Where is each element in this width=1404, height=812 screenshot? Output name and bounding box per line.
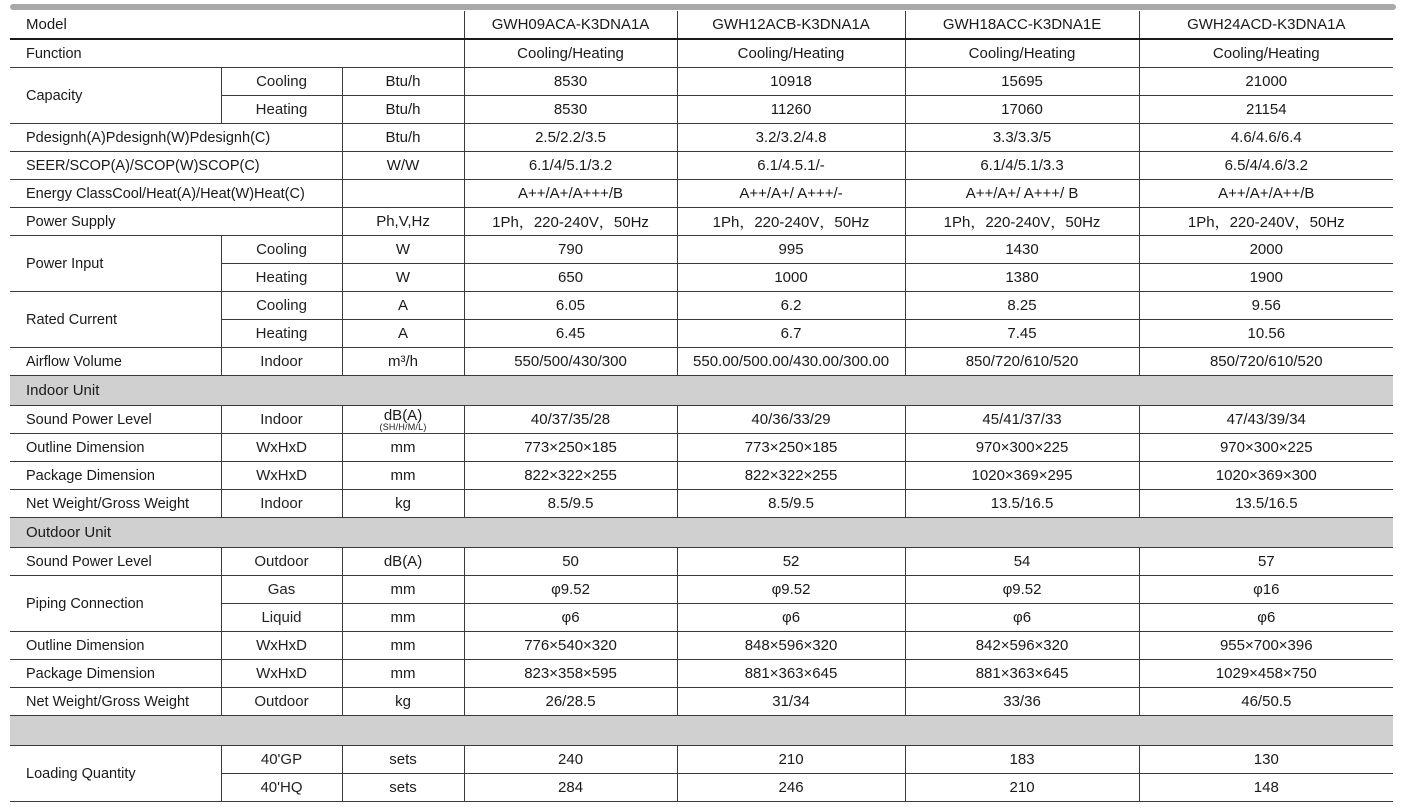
table-row <box>10 434 1393 462</box>
cell: 21154 <box>1139 96 1393 124</box>
cell: 57 <box>1139 548 1393 576</box>
cell: 47/43/39/34 <box>1139 406 1393 434</box>
cell: 6.2 <box>677 292 905 320</box>
cell: 1029×458×750 <box>1139 660 1393 688</box>
cell: φ6 <box>905 604 1139 632</box>
cell: 246 <box>677 774 905 802</box>
sub-label: WxHxD <box>221 462 342 490</box>
model-name: GWH09ACA-K3DNA1A <box>464 11 677 39</box>
row-label: Loading Quantity <box>10 746 221 802</box>
cell: 1Ph，220-240V，50Hz <box>677 208 905 236</box>
section-title: Outdoor Unit <box>10 518 1393 548</box>
table-row <box>10 208 1393 236</box>
cell: 650 <box>464 264 677 292</box>
cell: 822×322×255 <box>677 462 905 490</box>
cell: A++/A+/A+++/B <box>464 180 677 208</box>
cell: φ6 <box>1139 604 1393 632</box>
sub-label: Indoor <box>221 406 342 434</box>
row-label: Rated Current <box>10 292 221 348</box>
row-label: Net Weight/Gross Weight <box>10 688 221 716</box>
unit: W <box>342 264 464 292</box>
cell: 31/34 <box>677 688 905 716</box>
sub-label: Heating <box>221 320 342 348</box>
row-label: Energy ClassCool/Heat(A)/Heat(W)Heat(C) <box>10 180 342 208</box>
cell: 970×300×225 <box>1139 434 1393 462</box>
cell: 6.45 <box>464 320 677 348</box>
cell: 6.1/4/5.1/3.2 <box>464 152 677 180</box>
row-label: SEER/SCOP(A)/SCOP(W)SCOP(C) <box>10 152 342 180</box>
unit: W/W <box>342 152 464 180</box>
cell: A++/A+/A++/B <box>1139 180 1393 208</box>
cell: 130 <box>1139 746 1393 774</box>
section-title: Indoor Unit <box>10 376 1393 406</box>
row-label: Power Supply <box>10 208 342 236</box>
unit: W <box>342 236 464 264</box>
row-label: Sound Power Level <box>10 548 221 576</box>
unit: kg <box>342 490 464 518</box>
unit <box>342 180 464 208</box>
cell: 850/720/610/520 <box>905 348 1139 376</box>
unit: mm <box>342 632 464 660</box>
table-row <box>10 632 1393 660</box>
sub-label: 40'HQ <box>221 774 342 802</box>
cell: 955×700×396 <box>1139 632 1393 660</box>
cell: 10918 <box>677 68 905 96</box>
cell: Cooling/Heating <box>1139 39 1393 68</box>
cell: 1900 <box>1139 264 1393 292</box>
cell: φ9.52 <box>905 576 1139 604</box>
cell: 11260 <box>677 96 905 124</box>
cell: 13.5/16.5 <box>905 490 1139 518</box>
cell: 848×596×320 <box>677 632 905 660</box>
table-row <box>10 152 1393 180</box>
cell: 842×596×320 <box>905 632 1139 660</box>
cell: 54 <box>905 548 1139 576</box>
cell: 8530 <box>464 96 677 124</box>
cell: 210 <box>677 746 905 774</box>
sub-label: Outdoor <box>221 688 342 716</box>
cell: Cooling/Heating <box>464 39 677 68</box>
cell: 550/500/430/300 <box>464 348 677 376</box>
row-label: Package Dimension <box>10 660 221 688</box>
cell: 6.1/4.5.1/- <box>677 152 905 180</box>
unit <box>342 406 464 434</box>
cell: 33/36 <box>905 688 1139 716</box>
cell: Cooling/Heating <box>905 39 1139 68</box>
model-name: GWH12ACB-K3DNA1A <box>677 11 905 39</box>
model-label: Model <box>10 11 464 39</box>
cell: 1020×369×300 <box>1139 462 1393 490</box>
row-label: Airflow Volume <box>10 348 221 376</box>
unit-note: (SH/H/M/L) <box>379 421 427 432</box>
table-row <box>10 688 1393 716</box>
section-row <box>10 376 1393 406</box>
sub-label: Cooling <box>221 236 342 264</box>
cell: A++/A+/ A+++/- <box>677 180 905 208</box>
row-label: Pdesignh(A)Pdesignh(W)Pdesignh(C) <box>10 124 342 152</box>
cell: 6.05 <box>464 292 677 320</box>
cell: A++/A+/ A+++/ B <box>905 180 1139 208</box>
table-row <box>10 406 1393 434</box>
table-row <box>10 39 1393 68</box>
unit: Btu/h <box>342 68 464 96</box>
cell: 8.25 <box>905 292 1139 320</box>
sub-label: Liquid <box>221 604 342 632</box>
cell: 2.5/2.2/3.5 <box>464 124 677 152</box>
cell: 15695 <box>905 68 1139 96</box>
model-name: GWH18ACC-K3DNA1E <box>905 11 1139 39</box>
cell: 550.00/500.00/430.00/300.00 <box>677 348 905 376</box>
cell: 1000 <box>677 264 905 292</box>
sub-label: Indoor <box>221 348 342 376</box>
table-row <box>10 548 1393 576</box>
row-label: Net Weight/Gross Weight <box>10 490 221 518</box>
cell: 773×250×185 <box>464 434 677 462</box>
section-row <box>10 716 1393 746</box>
cell: 881×363×645 <box>905 660 1139 688</box>
cell: 52 <box>677 548 905 576</box>
cell: 7.45 <box>905 320 1139 348</box>
sub-label: WxHxD <box>221 632 342 660</box>
row-label: Power Input <box>10 236 221 292</box>
section-blank <box>10 716 1393 746</box>
cell: 8.5/9.5 <box>464 490 677 518</box>
unit: A <box>342 320 464 348</box>
unit: Btu/h <box>342 124 464 152</box>
table-row <box>10 236 1393 264</box>
cell: 26/28.5 <box>464 688 677 716</box>
sub-label: Gas <box>221 576 342 604</box>
cell: 45/41/37/33 <box>905 406 1139 434</box>
cell: 8.5/9.5 <box>677 490 905 518</box>
cell: φ6 <box>677 604 905 632</box>
sub-label: Outdoor <box>221 548 342 576</box>
unit: dB(A) <box>342 548 464 576</box>
cell: 13.5/16.5 <box>1139 490 1393 518</box>
sub-label: Heating <box>221 264 342 292</box>
cell: 995 <box>677 236 905 264</box>
cell: 10.56 <box>1139 320 1393 348</box>
sub-label: Cooling <box>221 292 342 320</box>
cell: 822×322×255 <box>464 462 677 490</box>
cell: 970×300×225 <box>905 434 1139 462</box>
cell: φ16 <box>1139 576 1393 604</box>
table-row <box>10 180 1393 208</box>
unit: mm <box>342 576 464 604</box>
row-label: Piping Connection <box>10 576 221 632</box>
cell: 790 <box>464 236 677 264</box>
unit: sets <box>342 774 464 802</box>
cell: φ6 <box>464 604 677 632</box>
header-row <box>10 11 1393 39</box>
cell: 284 <box>464 774 677 802</box>
cell: 1Ph，220-240V，50Hz <box>905 208 1139 236</box>
cell: Cooling/Heating <box>677 39 905 68</box>
unit: mm <box>342 660 464 688</box>
cell: 46/50.5 <box>1139 688 1393 716</box>
cell: 21000 <box>1139 68 1393 96</box>
cell: 17060 <box>905 96 1139 124</box>
unit: Btu/h <box>342 96 464 124</box>
row-label: Function <box>10 39 464 68</box>
cell: 776×540×320 <box>464 632 677 660</box>
table-row <box>10 660 1393 688</box>
table-row <box>10 348 1393 376</box>
cell: 6.1/4/5.1/3.3 <box>905 152 1139 180</box>
cell: 1Ph，220-240V，50Hz <box>464 208 677 236</box>
cell: 6.7 <box>677 320 905 348</box>
section-row <box>10 518 1393 548</box>
top-rule <box>10 4 1396 10</box>
table-row <box>10 68 1393 96</box>
unit: A <box>342 292 464 320</box>
cell: 773×250×185 <box>677 434 905 462</box>
cell: 4.6/4.6/6.4 <box>1139 124 1393 152</box>
sub-label: WxHxD <box>221 660 342 688</box>
table-row <box>10 576 1393 604</box>
cell: 148 <box>1139 774 1393 802</box>
row-label: Outline Dimension <box>10 434 221 462</box>
cell: φ9.52 <box>464 576 677 604</box>
unit: sets <box>342 746 464 774</box>
cell: 210 <box>905 774 1139 802</box>
row-label: Outline Dimension <box>10 632 221 660</box>
cell: φ9.52 <box>677 576 905 604</box>
unit: m³/h <box>342 348 464 376</box>
sub-label: Heating <box>221 96 342 124</box>
cell: 850/720/610/520 <box>1139 348 1393 376</box>
row-label: Package Dimension <box>10 462 221 490</box>
model-name: GWH24ACD-K3DNA1A <box>1139 11 1393 39</box>
table-row <box>10 746 1393 774</box>
spec-table <box>10 11 1393 802</box>
row-label: Capacity <box>10 68 221 124</box>
cell: 240 <box>464 746 677 774</box>
cell: 1430 <box>905 236 1139 264</box>
sub-label: Indoor <box>221 490 342 518</box>
table-row <box>10 490 1393 518</box>
sub-label: Cooling <box>221 68 342 96</box>
cell: 183 <box>905 746 1139 774</box>
sub-label: 40'GP <box>221 746 342 774</box>
cell: 40/36/33/29 <box>677 406 905 434</box>
cell: 9.56 <box>1139 292 1393 320</box>
unit: kg <box>342 688 464 716</box>
cell: 8530 <box>464 68 677 96</box>
table-row <box>10 292 1393 320</box>
cell: 6.5/4/4.6/3.2 <box>1139 152 1393 180</box>
unit: mm <box>342 434 464 462</box>
cell: 3.3/3.3/5 <box>905 124 1139 152</box>
cell: 3.2/3.2/4.8 <box>677 124 905 152</box>
cell: 2000 <box>1139 236 1393 264</box>
cell: 823×358×595 <box>464 660 677 688</box>
cell: 50 <box>464 548 677 576</box>
unit: Ph,V,Hz <box>342 208 464 236</box>
cell: 1380 <box>905 264 1139 292</box>
unit: mm <box>342 604 464 632</box>
cell: 40/37/35/28 <box>464 406 677 434</box>
cell: 881×363×645 <box>677 660 905 688</box>
cell: 1Ph，220-240V，50Hz <box>1139 208 1393 236</box>
unit-main: dB(A) <box>383 406 423 424</box>
row-label: Sound Power Level <box>10 406 221 434</box>
unit: mm <box>342 462 464 490</box>
table-row <box>10 124 1393 152</box>
cell: 1020×369×295 <box>905 462 1139 490</box>
table-row <box>10 462 1393 490</box>
sub-label: WxHxD <box>221 434 342 462</box>
